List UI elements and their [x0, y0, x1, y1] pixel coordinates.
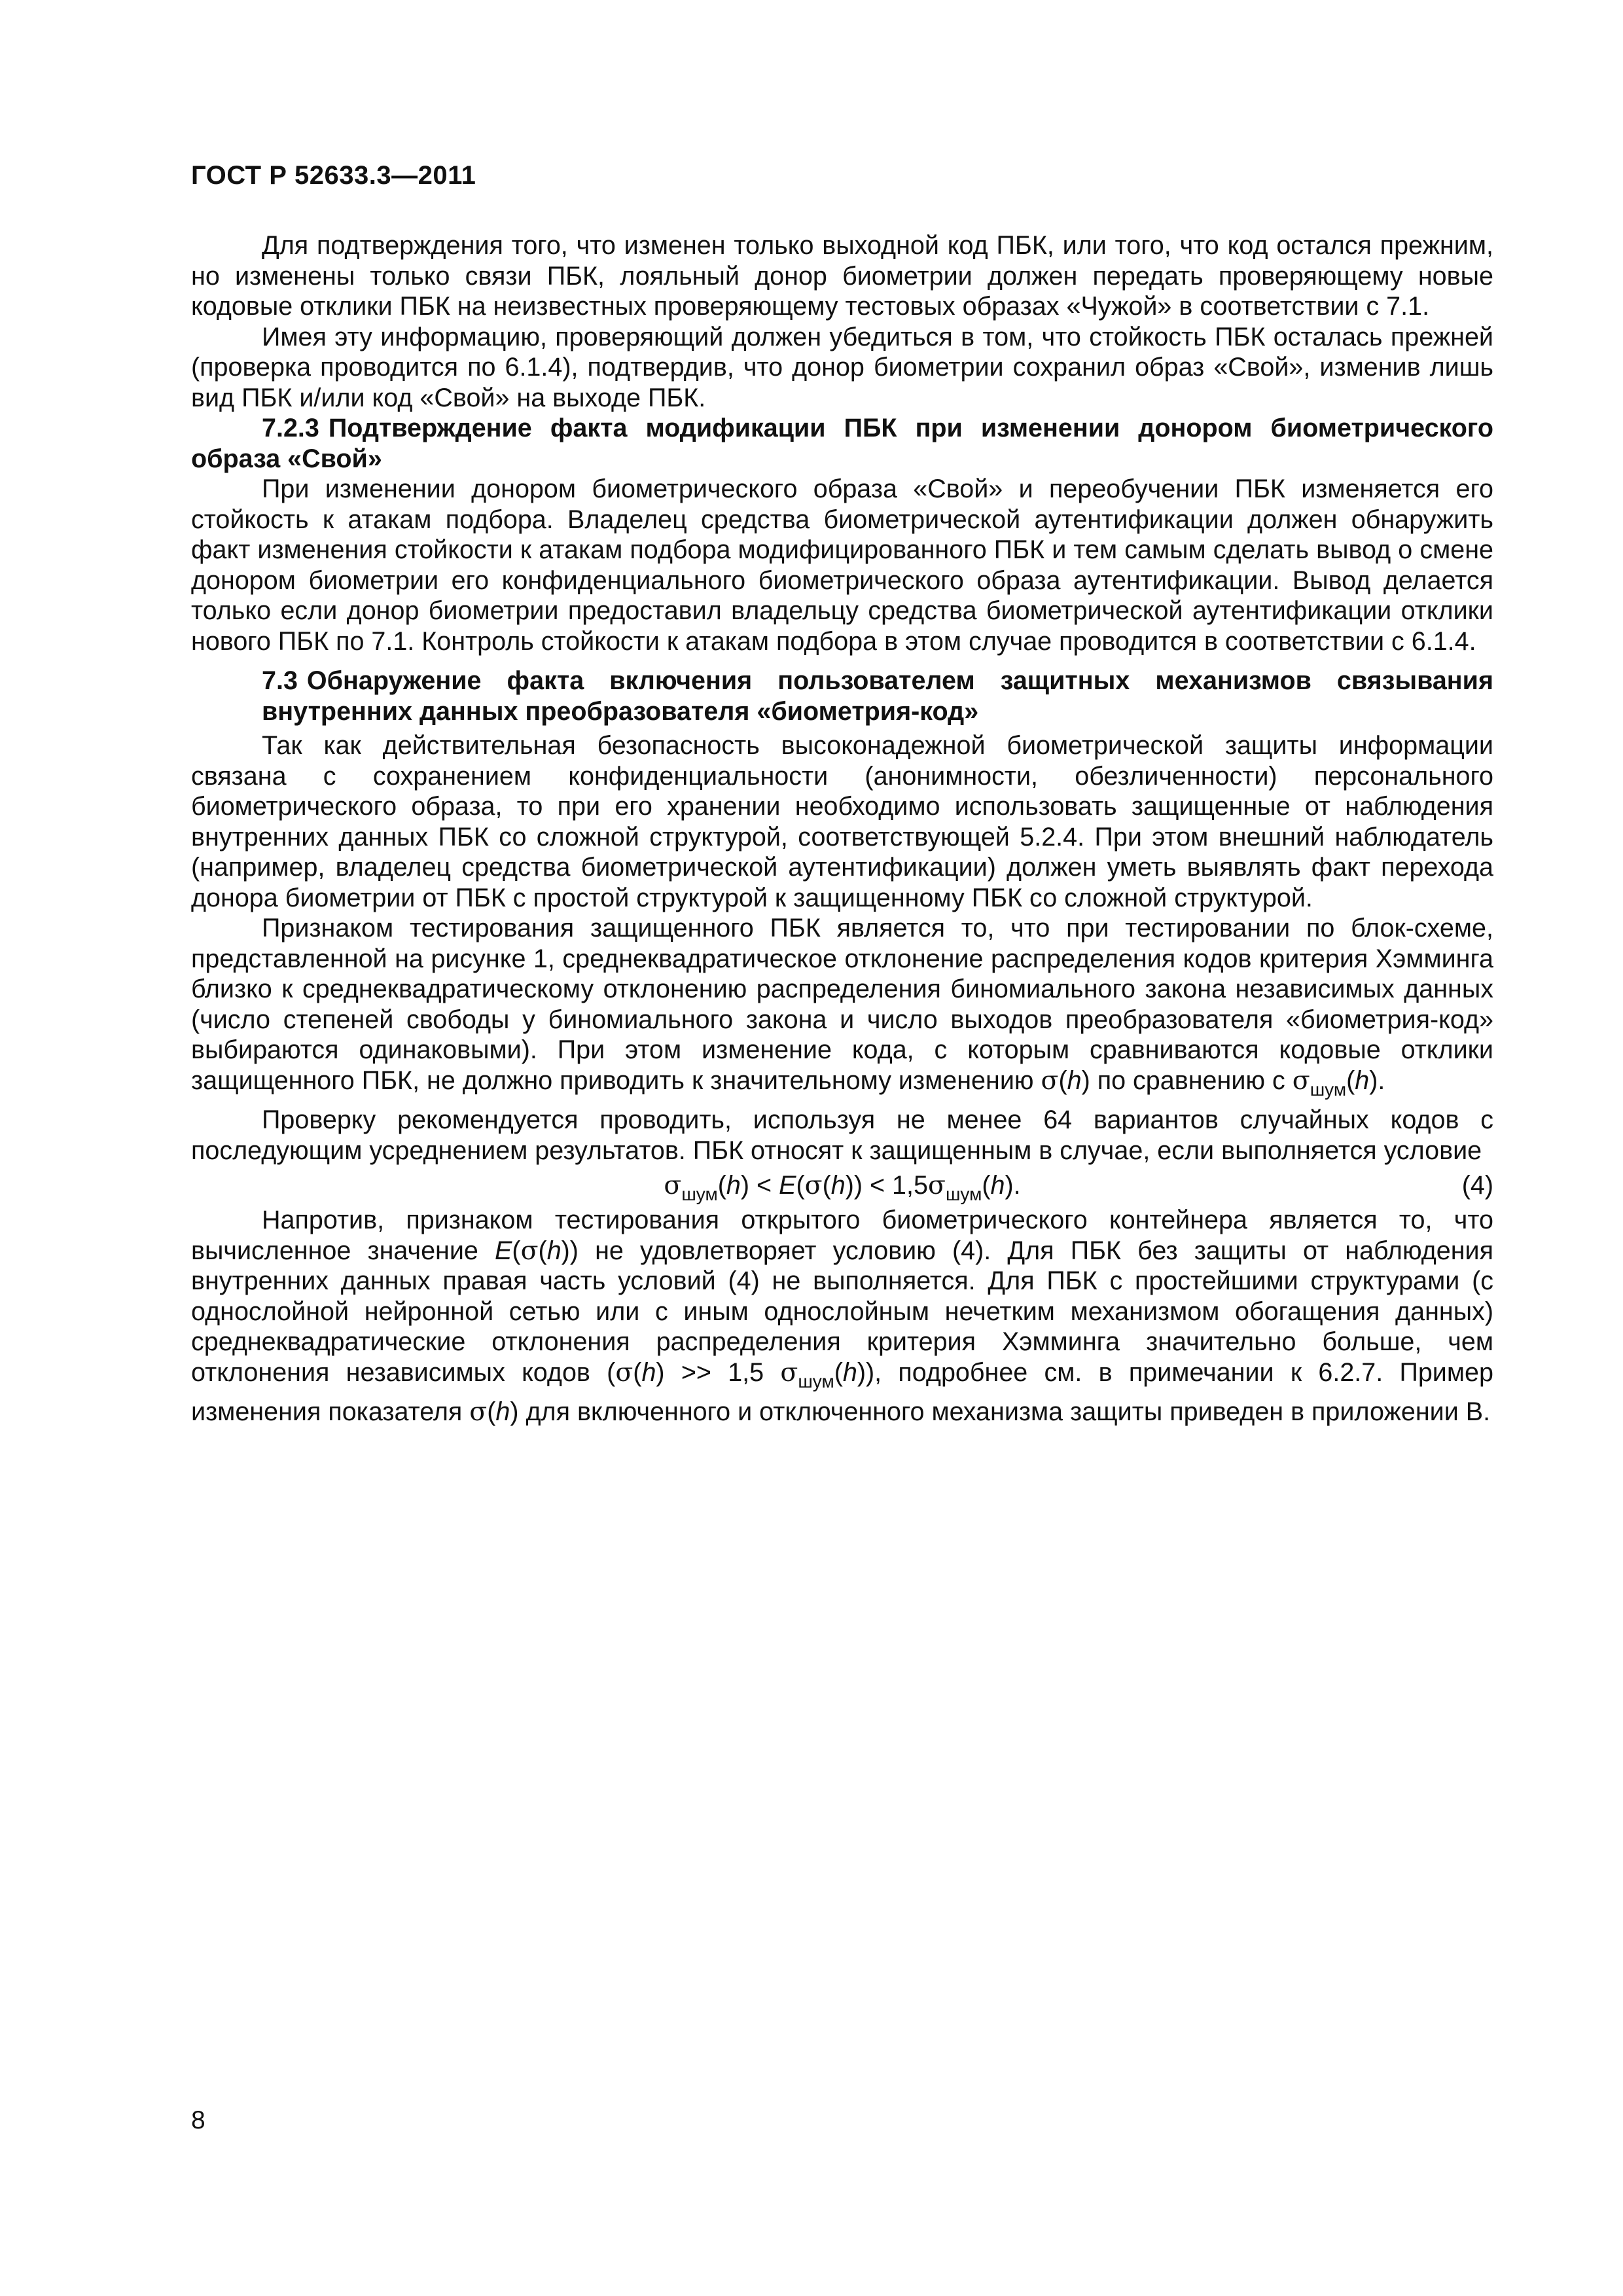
- paragraph-verifier-check: Имея эту информацию, проверяющий должен убедиться в том, что стойкость ПБК осталась прежней (проверка проводится по 6.1.4), подтвердив, что донор биометрии сохранил образ «Свой», изменив лишь вид ПБК и/или код «Свой» на выходе ПБК.: [191, 322, 1493, 412]
- paragraph-loyal-donor: Для подтверждения того, что изменен только выходной код ПБК, или того, что код остался прежним, но изменены только связи ПБК, лояльный донор биометрии должен передать проверяющему новые кодовые отклики ПБК на неизвестных проверяющему тестовых образах «Чужой» в соответствии с 7.1.: [191, 231, 1493, 321]
- sigma-symbol: σ: [1292, 1065, 1310, 1096]
- section-heading-7-3: [191, 666, 1493, 726]
- section-number: 7.2.3: [262, 414, 319, 442]
- paragraph-protected-sign: Признаком тестирования защищенного ПБК является то, что при тестировании по блок-схеме, представленной на рисунке 1, среднеквадратическое отклонение распределения кодов критерия Хэмминга близко к среднеквадратическому отклонению распределения биномиального закона независимых данных (число степеней свободы у биномиального закона и число выходов преобразователя «биометрия-код» выбираются одинаковыми). При этом изменение кода, с которым сравниваются кодовые отклики защищенного ПБК, не должно приводить к значительному изменению σ(h) по сравнению с $\sigma_{шум}(h)$.: [191, 914, 1493, 1100]
- subscript-noise: шум: [1310, 1079, 1347, 1100]
- paragraph-verification-recommendation: Проверку рекомендуется проводить, используя не менее 64 вариантов случайных кодов с последующим усреднением результатов. ПБК относят к защищенным в случае, если выполняется условие: [191, 1105, 1493, 1165]
- formula-4: [191, 1166, 1493, 1205]
- section-title: Подтверждение факта модификации ПБК при изменении донором биометрического образа «Свой»: [191, 414, 1493, 473]
- paragraph-retraining: При изменении донором биометрического образа «Свой» и переобучении ПБК изменяется его стойкость к атакам подбора. Владелец средства биометрической аутентификации должен обнаружить факт изменения стойкости к атакам подбора модифицированного ПБК и тем самым сделать вывод о смене донором биометрии его конфиденциального биометрического образа аутентификации. Вывод делается только если донор биометрии предоставил владельцу средства биометрической аутентификации отклики нового ПБК по 7.1. Контроль стойкости к атакам подбора в этом случае проводится в соответствии с 6.1.4.: [191, 475, 1493, 656]
- document-body: [191, 230, 1493, 1427]
- paragraph-open-container: Напротив, признаком тестирования открытого биометрического контейнера является то, что вычисленное значение E(σ(h)) не удовлетворяет условию (4). Для ПБК без защиты от наблюдения внутренних данных правая часть условий (4) не выполняется. Для ПБК с простейшими структурами (с однослойной нейронной сетью или с иным однослойным нечетким механизмом обогащения данных) среднеквадратические отклонения распределения критерия Хэмминга значительно больше, чем отклонения независимых кодов (σ(h) >> 1,5 $\sigma_{шум}(h)$), подробнее см. в примечании к 6.2.7. Пример изменения показателя σ(h) для включенного и отключенного механизма защиты приведен в приложении В.: [191, 1206, 1493, 1427]
- standard-header: ГОСТ Р 52633.3—2011: [191, 161, 476, 190]
- page-number: 8: [191, 2106, 205, 2134]
- section-number: 7.3: [262, 666, 298, 695]
- sigma-symbol: σ: [1041, 1065, 1059, 1096]
- section-heading-7-2-3: [191, 413, 1493, 474]
- formula-number: (4): [1461, 1171, 1493, 1200]
- formula-expression: $\sigma_{шум}(h) < E(\sigma(h)) < 1,5\sigma_{шум}(h)$.: [664, 1170, 1021, 1204]
- paragraph-security: Так как действительная безопасность высоконадежной биометрической защиты информации связана с сохранением конфиденциальности (анонимности, обезличенности) персонального биометрического образа, то при его хранении необходимо использовать защищенные от наблюдения внутренних данных ПБК со сложной структурой, соответствующей 5.2.4. При этом внешний наблюдатель (например, владелец средства биометрической аутентификации) должен уметь выявлять факт перехода донора биометрии от ПБК с простой структурой к защищенному ПБК со сложной структурой.: [191, 731, 1493, 912]
- section-title: Обнаружение факта включения пользователем защитных механизмов связывания внутренних данных преобразователя «биометрия-код»: [262, 666, 1493, 726]
